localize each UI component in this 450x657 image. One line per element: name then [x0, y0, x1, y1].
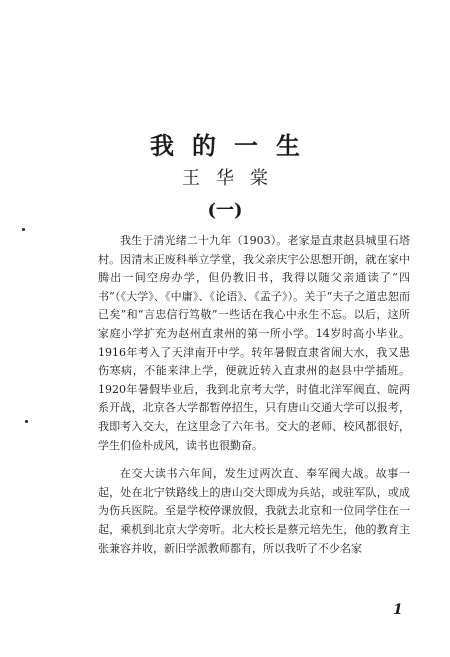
author-name: 王华棠 — [182, 168, 284, 189]
scan-speck — [25, 420, 28, 423]
paragraph: 在交大读书六年间，发生过两次直、奉军阀大战。故事一起，处在北宁铁路线上的唐山交大即成为兵站，或驻军队，或成为伤兵医院。至是学校停课放假，我就去北京和一位同学住在一起，乘机到北京大学旁听。北大校长是蔡元培先生，他的教育主张兼容并收，新旧学派教师都有，所以我听了不少名家 — [98, 467, 410, 555]
page-title: 我的一生 — [150, 132, 318, 160]
section-heading: (一) — [207, 200, 243, 221]
paragraph: 我生于清光绪二十九年（1903）。老家是直隶赵县城里石塔村。因清末正废科举立学堂，我父亲庆宇公思想开朗，就在家中腾出一间空房办学，但仍教旧书，我得以随父亲通读了“四书”（《大学》、《中庸》、《论语》、《孟子》）。关于“夫子之道忠恕而已矣”和“言忠信行笃敬”一些话在我心中永生不忘。以后，这所家庭小学扩充为赵州直隶州的第一所小学。14岁时高小毕业。1916年考入了天津南开中学。转年暑假直隶省闹大水，我又患伤寒病，不能来津上学，便就近转入直隶州的赵县中学插班。1920年暑假毕业后，我到北京考大学，时值北洋军阀直、皖两系开战，北京各大学都暂停招生，只有唐山交通大学可以报考，我即考入交大，在这里念了六年书。交大的老师、校风都很好，学生们俭朴成风，读书也很勤奋。 — [98, 234, 410, 452]
body-text — [98, 232, 410, 558]
scan-speck — [22, 228, 25, 231]
page-number: 1 — [393, 602, 403, 618]
